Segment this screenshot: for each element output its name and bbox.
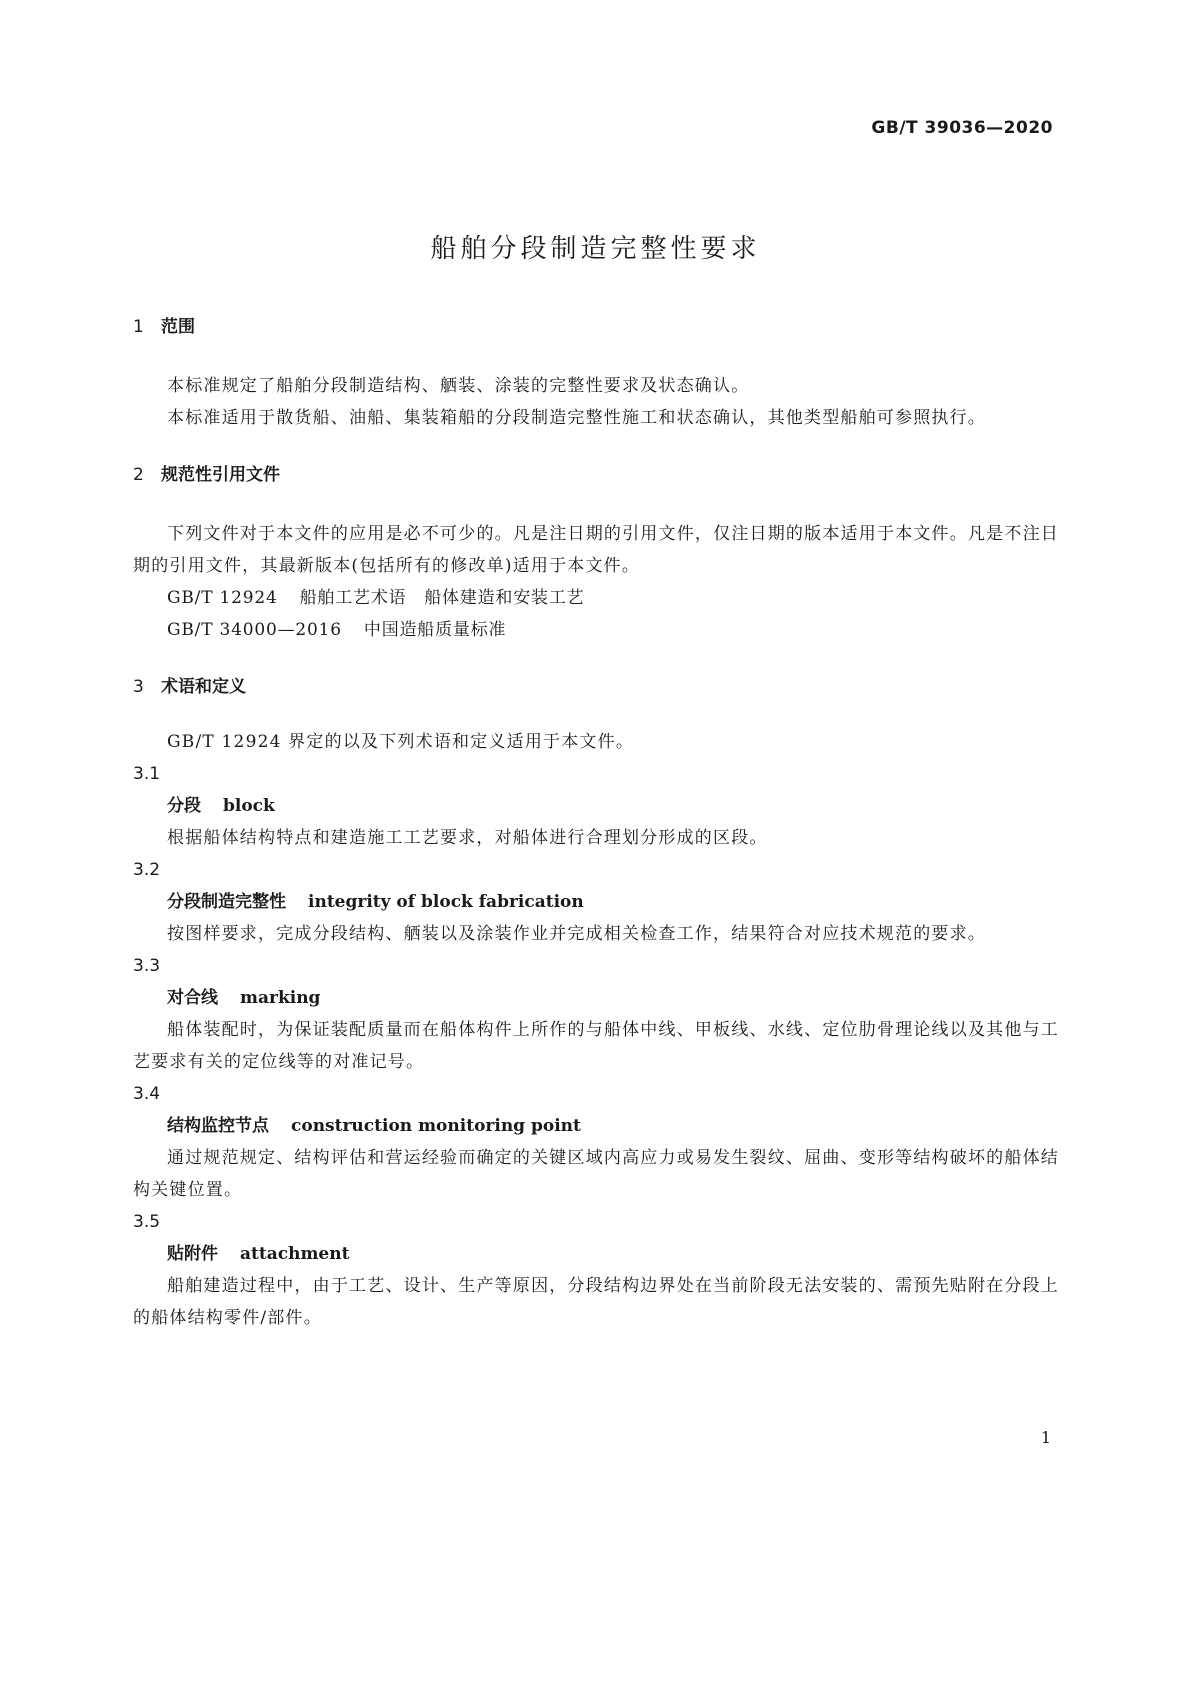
paragraph: 下列文件对于本文件的应用是必不可少的。凡是注日期的引用文件，仅注日期的版本适用于本文件。凡是不注日期的引用文件，其最新版本(包括所有的修改单)适用于本文件。 bbox=[133, 524, 1059, 576]
term-number: 3.1 bbox=[133, 764, 161, 784]
page-number: 1 bbox=[1040, 1428, 1051, 1447]
section-title: 范围 bbox=[161, 317, 195, 337]
term-name bbox=[133, 886, 1059, 918]
section-heading-scope bbox=[133, 312, 1059, 342]
term-name bbox=[133, 790, 1059, 822]
section-number: 1 bbox=[133, 317, 144, 337]
paragraph: 本标准适用于散货船、油船、集装箱船的分段制造完整性施工和状态确认，其他类型船舶可参照执行。 bbox=[167, 408, 986, 428]
term-name-en: integrity of block fabrication bbox=[308, 892, 584, 912]
document-code: GB/T 39036—2020 bbox=[871, 118, 1053, 138]
section-heading-normative-references bbox=[133, 460, 1059, 490]
term-name-en: construction monitoring point bbox=[291, 1116, 581, 1136]
term-name-zh: 对合线 bbox=[167, 988, 218, 1008]
paragraph: 本标准规定了船舶分段制造结构、舾装、涂装的完整性要求及状态确认。 bbox=[167, 376, 750, 396]
reference-item bbox=[133, 614, 1059, 646]
term-definition: 船体装配时，为保证装配质量而在船体构件上所作的与船体中线、甲板线、水线、定位肋骨理论线以及其他与工艺要求有关的定位线等的对准记号。 bbox=[133, 1020, 1059, 1072]
section-number: 3 bbox=[133, 677, 144, 697]
term-name bbox=[133, 1238, 1059, 1270]
paragraph: GB/T 12924 界定的以及下列术语和定义适用于本文件。 bbox=[167, 732, 635, 752]
document-body bbox=[133, 312, 1059, 1334]
section-number: 2 bbox=[133, 465, 144, 485]
term-name-en: block bbox=[223, 796, 275, 816]
section-title: 规范性引用文件 bbox=[161, 465, 280, 485]
section-heading-terms bbox=[133, 672, 1059, 702]
term-name bbox=[133, 1110, 1059, 1142]
term-name-zh: 结构监控节点 bbox=[167, 1116, 269, 1136]
reference-code: GB/T 12924 bbox=[167, 588, 278, 608]
term-number: 3.3 bbox=[133, 956, 161, 976]
term-definition: 船舶建造过程中，由于工艺、设计、生产等原因，分段结构边界处在当前阶段无法安装的、需预先贴附在分段上的船体结构零件/部件。 bbox=[133, 1276, 1059, 1328]
reference-title: 中国造船质量标准 bbox=[363, 620, 507, 640]
term-name-zh: 贴附件 bbox=[167, 1244, 218, 1264]
section-title: 术语和定义 bbox=[161, 677, 246, 697]
term-name bbox=[133, 982, 1059, 1014]
term-name-zh: 分段 bbox=[167, 796, 201, 816]
document-title: 船舶分段制造完整性要求 bbox=[430, 234, 761, 264]
reference-code: GB/T 34000—2016 bbox=[167, 620, 342, 640]
term-name-zh: 分段制造完整性 bbox=[167, 892, 286, 912]
term-number: 3.5 bbox=[133, 1212, 161, 1232]
reference-item bbox=[133, 582, 1059, 614]
term-name-en: attachment bbox=[240, 1244, 350, 1264]
reference-title: 船舶工艺术语 船体建造和安装工艺 bbox=[299, 588, 585, 608]
term-number: 3.2 bbox=[133, 860, 161, 880]
term-definition: 通过规范规定、结构评估和营运经验而确定的关键区域内高应力或易发生裂纹、屈曲、变形等结构破坏的船体结构关键位置。 bbox=[133, 1148, 1059, 1200]
term-definition: 按图样要求，完成分段结构、舾装以及涂装作业并完成相关检查工作，结果符合对应技术规范的要求。 bbox=[167, 924, 986, 944]
term-definition: 根据船体结构特点和建造施工工艺要求，对船体进行合理划分形成的区段。 bbox=[167, 828, 768, 848]
term-number: 3.4 bbox=[133, 1084, 161, 1104]
term-name-en: marking bbox=[240, 988, 321, 1008]
